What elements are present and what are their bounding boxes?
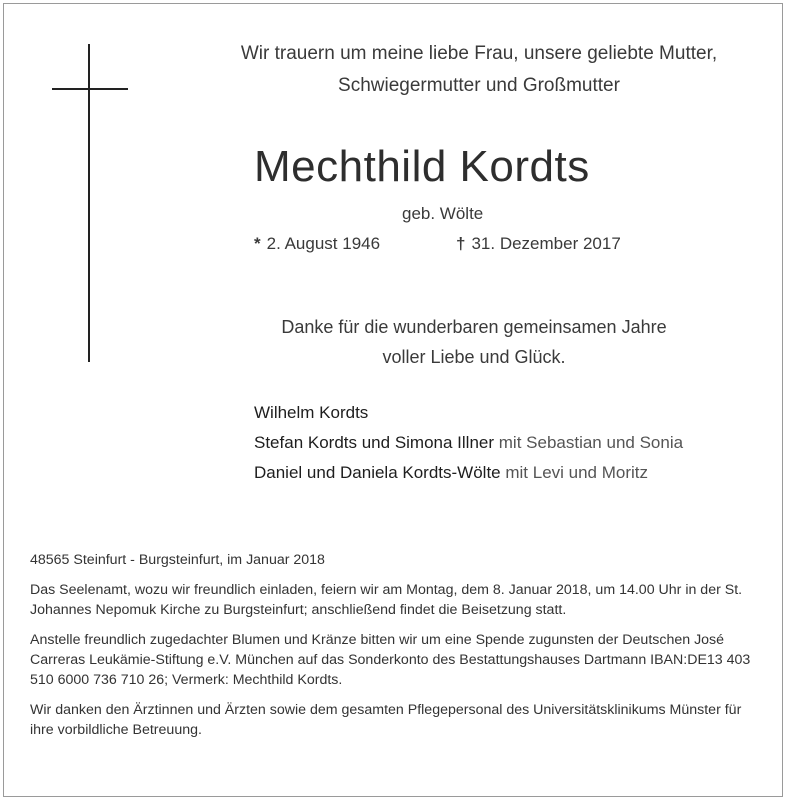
maiden-name: geb. Wölte (402, 204, 484, 223)
family-list (254, 398, 683, 488)
gratitude-text: Wir danken den Ärztinnen und Ärzten sowie dem gesamten Pflegepersonal des Universitätsklinikums Münster für ihre vorbildliche Betreuung. (30, 702, 742, 738)
place-date: 48565 Steinfurt - Burgsteinfurt, im Januar 2018 (30, 552, 325, 568)
family-row (254, 398, 683, 428)
birth-symbol: * (254, 234, 261, 253)
service-info: Das Seelenamt, wozu wir freundlich einladen, feiern wir am Montag, dem 8. Januar 2018, um 14.00 Uhr in der St. Johannes Nepomuk Kirche zu Burgsteinfurt; anschließend findet die Beisetzung statt. (30, 582, 743, 618)
deceased-name: Mechthild Kordts (254, 142, 590, 191)
cross-icon-horizontal (52, 88, 128, 90)
family-name: Wilhelm Kordts (254, 403, 369, 422)
intro-line-2: Schwiegermutter und Großmutter (338, 75, 620, 96)
intro-line-1: Wir trauern um meine liebe Frau, unsere geliebte Mutter, (240, 43, 718, 64)
obituary-notice (3, 3, 783, 797)
death-date (456, 234, 621, 254)
family-extra: mit Levi und Moritz (505, 463, 649, 482)
death-date-text: 31. Dezember 2017 (471, 234, 621, 253)
cross-icon-vertical (88, 44, 90, 362)
family-name: Stefan Kordts und Simona Illner (254, 433, 495, 452)
thanks-text (184, 312, 764, 372)
intro-text (184, 38, 774, 102)
family-extra: mit Sebastian und Sonia (498, 433, 684, 452)
thanks-line-2: voller Liebe und Glück. (382, 347, 566, 367)
family-row (254, 428, 683, 458)
death-cross-icon: † (456, 234, 466, 253)
birth-date-text: 2. August 1946 (266, 234, 381, 253)
birth-date (254, 234, 380, 254)
family-name: Daniel und Daniela Kordts-Wölte (254, 463, 501, 482)
donation-info: Anstelle freundlich zugedachter Blumen und Kränze bitten wir um eine Spende zugunsten der Deutschen José Carreras Leukämie-Stiftung e.V. München auf das Sonderkonto des Bestattungshauses Dartmann IBAN:DE13 403 510 6000 736 710 26; Vermerk: Mechthild Kordts. (30, 632, 751, 688)
thanks-line-1: Danke für die wunderbaren gemeinsamen Jahre (281, 317, 667, 337)
family-row (254, 458, 683, 488)
notes-section (30, 550, 760, 750)
